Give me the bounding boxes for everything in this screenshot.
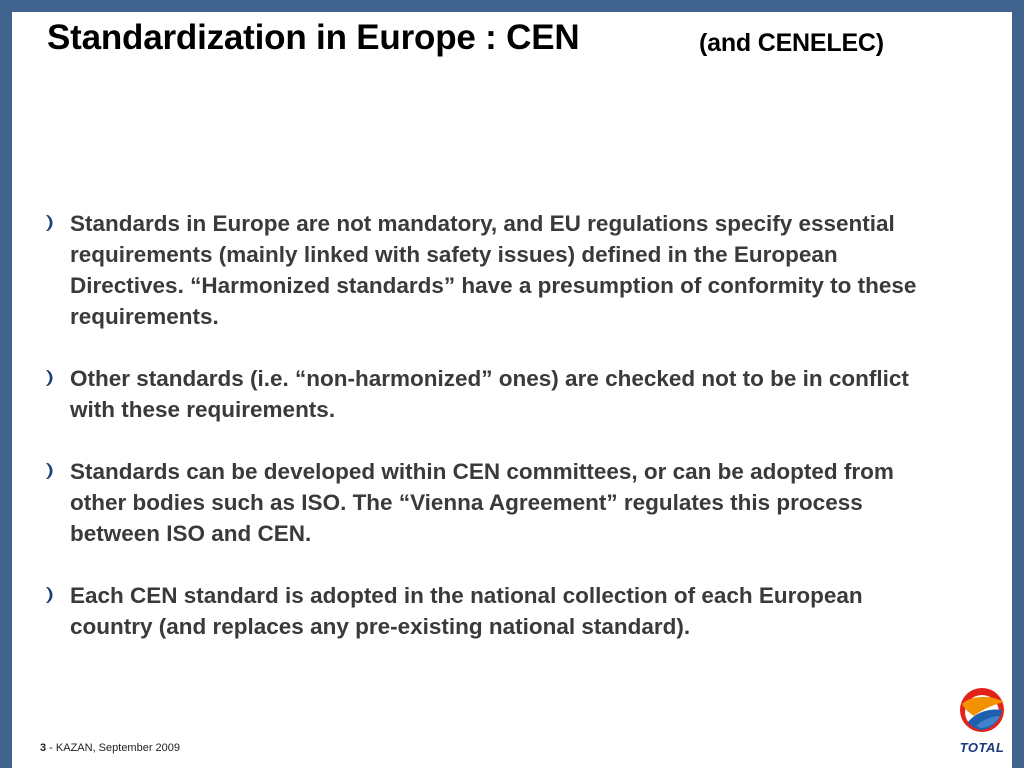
total-logo-icon	[950, 682, 1014, 740]
bullet-text: Standards in Europe are not mandatory, and EU regulations specify essential requirements (mainly linked with safety issues) defined in the European Directives. “Harmonized standards” have a presumption of conformity to these requirements.	[70, 211, 917, 329]
bullet-text: Standards can be developed within CEN committees, or can be adopted from other bodies such as ISO. The “Vienna Agreement” regulates this process between ISO and CEN.	[70, 459, 894, 546]
footer	[40, 742, 180, 754]
bullet-arrow-icon	[46, 463, 56, 479]
bullet-item	[46, 363, 946, 425]
bullet-item	[46, 208, 946, 332]
bullet-item	[46, 580, 946, 642]
frame-right-bar	[1012, 0, 1024, 768]
slide-title	[47, 18, 884, 58]
bullet-arrow-icon	[46, 215, 56, 231]
footer-text: - KAZAN, September 2009	[46, 742, 181, 754]
frame-top-bar	[0, 0, 1024, 12]
bullet-list	[46, 208, 946, 673]
frame-left-bar	[0, 0, 12, 768]
total-wordmark: TOTAL	[959, 740, 1005, 755]
bullet-arrow-icon	[46, 370, 56, 386]
page-number: 3	[40, 742, 47, 754]
bullet-arrow-icon	[46, 587, 56, 603]
slide-title-sub: (and CENELEC)	[699, 29, 884, 57]
bullet-item	[46, 456, 946, 549]
bullet-text: Each CEN standard is adopted in the national collection of each European country (and replaces any pre-existing national standard).	[70, 583, 863, 639]
total-logo	[950, 682, 1014, 762]
slide-title-main: Standardization in Europe : CEN	[47, 18, 580, 57]
bullet-text: Other standards (i.e. “non-harmonized” ones) are checked not to be in conflict with these requirements.	[70, 366, 909, 422]
